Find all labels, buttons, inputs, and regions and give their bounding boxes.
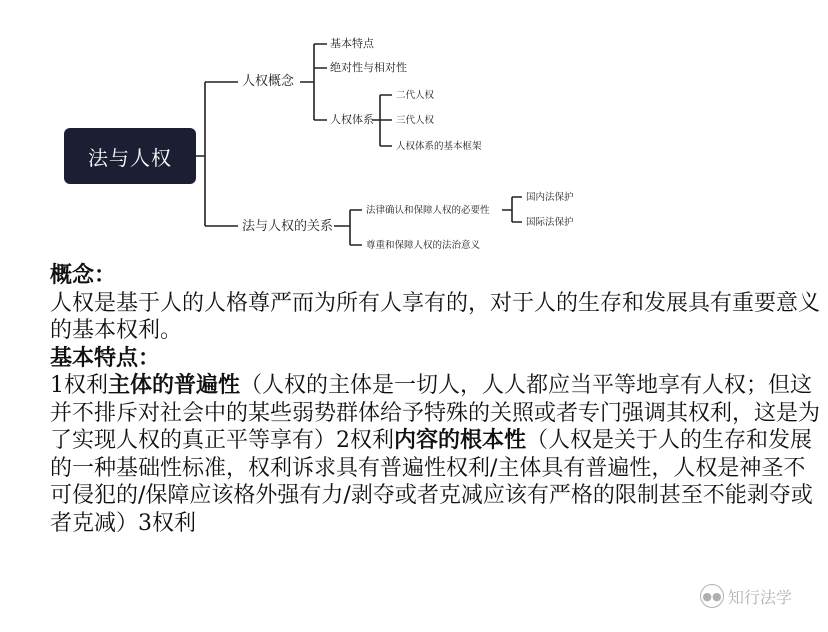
connector-relation [334,210,362,245]
node-domestic-protection: 国内法保护 [526,192,574,203]
node-law-and-human-rights: 法与人权的关系 [242,219,334,234]
mind-map [0,0,828,262]
mind-map-root-node: 法与人权 [64,128,196,184]
node-basic-features: 基本特点 [330,37,374,50]
feature-3-lead: 权利 [152,510,197,536]
wechat-icon: ●● [700,584,724,608]
feature-1-number: 1 [50,373,64,398]
feature-1-title: 主体的普遍性 [108,373,241,398]
feature-1-text: （人权的主体是一切人，人人都应当平等地享有人权；但这并不排斥对社会中的某些弱势群体给予特殊的关照或者专门强调其权利，这是为了实现人权的真正平等享有） [50,373,821,453]
connector-necessity [502,197,522,222]
watermark-text: 知行法学 [728,587,793,607]
notes-body [50,262,820,537]
connector-system [372,95,392,146]
connector-concept [300,44,327,120]
node-second-gen: 二代人权 [396,90,435,101]
feature-2-lead: 权利 [350,428,395,453]
connector-root [196,82,238,226]
feature-2-text: （人权是关于人的生存和发展的一种基础性标准，权利诉求具有普遍性权利/主体具有普遍性，人权是神圣不可侵犯的/保障应该格外强有力/剥夺或者克减应该有严格的限制甚至不能剥夺或者克减） [50,428,813,536]
feature-2-title: 内容的根本性 [394,428,527,453]
node-absolute-relative: 绝对性与相对性 [330,61,407,74]
concept-text: 人权是基于人的人格尊严而为所有人享有的，对于人的生存和发展具有重要意义的基本权利。 [50,290,821,343]
node-rights-system: 人权体系 [330,113,374,126]
node-system-framework: 人权体系的基本框架 [396,141,482,152]
feature-3-number: 3 [138,510,153,536]
watermark [700,584,792,608]
node-rule-of-law-meaning: 尊重和保障人权的法治意义 [366,240,481,251]
node-international-protection: 国际法保护 [526,217,574,228]
feature-2-number: 2 [336,428,351,453]
node-human-rights-concept: 人权概念 [242,74,295,89]
feature-1-lead: 权利 [64,373,109,398]
concept-heading: 概念： [50,263,117,288]
node-third-gen: 三代人权 [396,115,435,126]
features-paragraph [50,372,820,537]
features-heading: 基本特点： [50,345,161,371]
node-necessity: 法律确认和保障人权的必要性 [366,205,490,216]
